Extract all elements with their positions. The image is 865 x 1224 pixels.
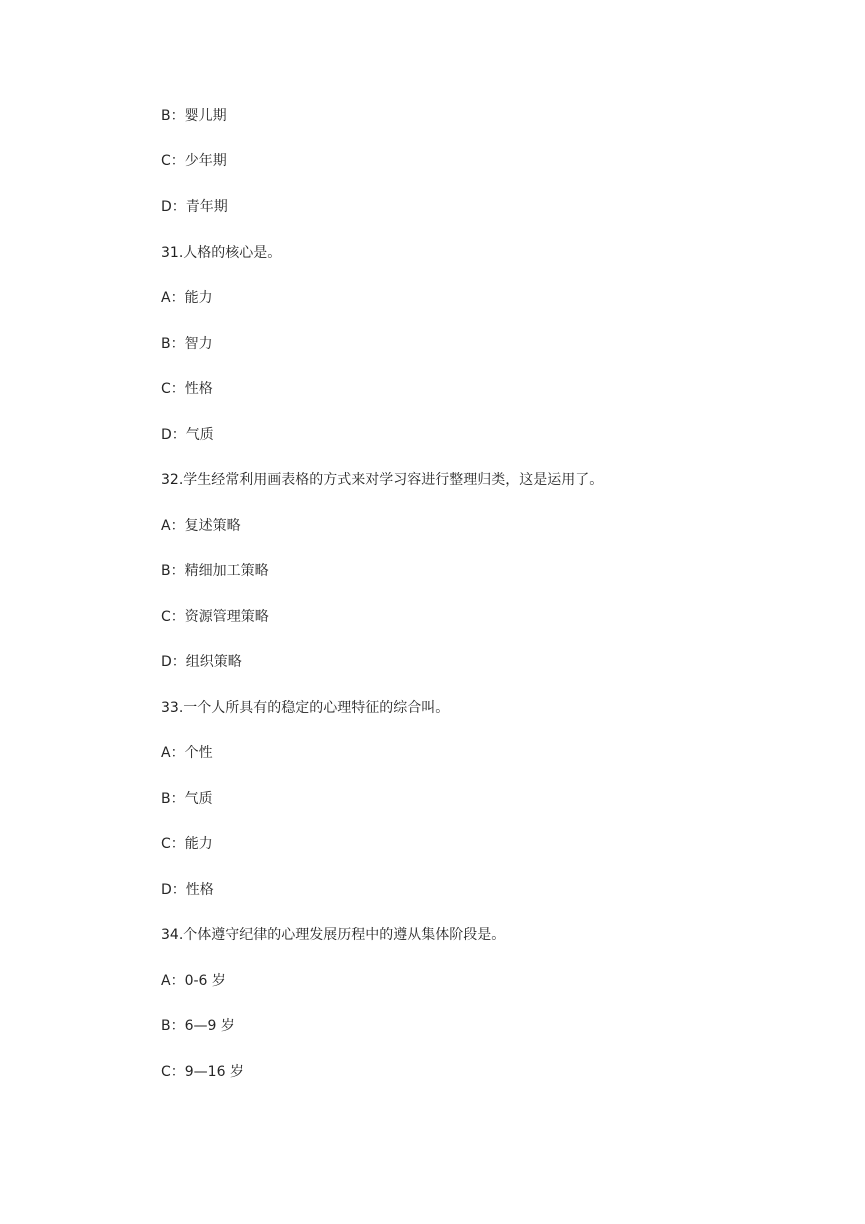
option-c: C：性格 xyxy=(161,381,213,397)
option-b: B：婴儿期 xyxy=(161,108,227,124)
question-32: 32.学生经常利用画表格的方式来对学习容进行整理归类，这是运用了。 xyxy=(161,472,604,488)
option-c: C：9—16 岁 xyxy=(161,1064,244,1080)
option-c: C：少年期 xyxy=(161,153,227,169)
question-33: 33.一个人所具有的稳定的心理特征的综合叫。 xyxy=(161,700,450,716)
option-b: B：气质 xyxy=(161,791,213,807)
option-b: B：6—9 岁 xyxy=(161,1018,235,1034)
option-a: A：能力 xyxy=(161,290,213,306)
option-d: D：气质 xyxy=(161,427,214,443)
option-b: B：精细加工策略 xyxy=(161,563,269,579)
option-a: A：复述策略 xyxy=(161,518,241,534)
option-a: A：0-6 岁 xyxy=(161,973,226,989)
question-31: 31.人格的核心是。 xyxy=(161,245,282,261)
option-d: D：性格 xyxy=(161,882,214,898)
question-34: 34.个体遵守纪律的心理发展历程中的遵从集体阶段是。 xyxy=(161,927,506,943)
option-d: D：青年期 xyxy=(161,199,228,215)
option-c: C：能力 xyxy=(161,836,213,852)
option-a: A：个性 xyxy=(161,745,213,761)
option-d: D：组织策略 xyxy=(161,654,242,670)
option-b: B：智力 xyxy=(161,336,213,352)
option-c: C：资源管理策略 xyxy=(161,609,269,625)
